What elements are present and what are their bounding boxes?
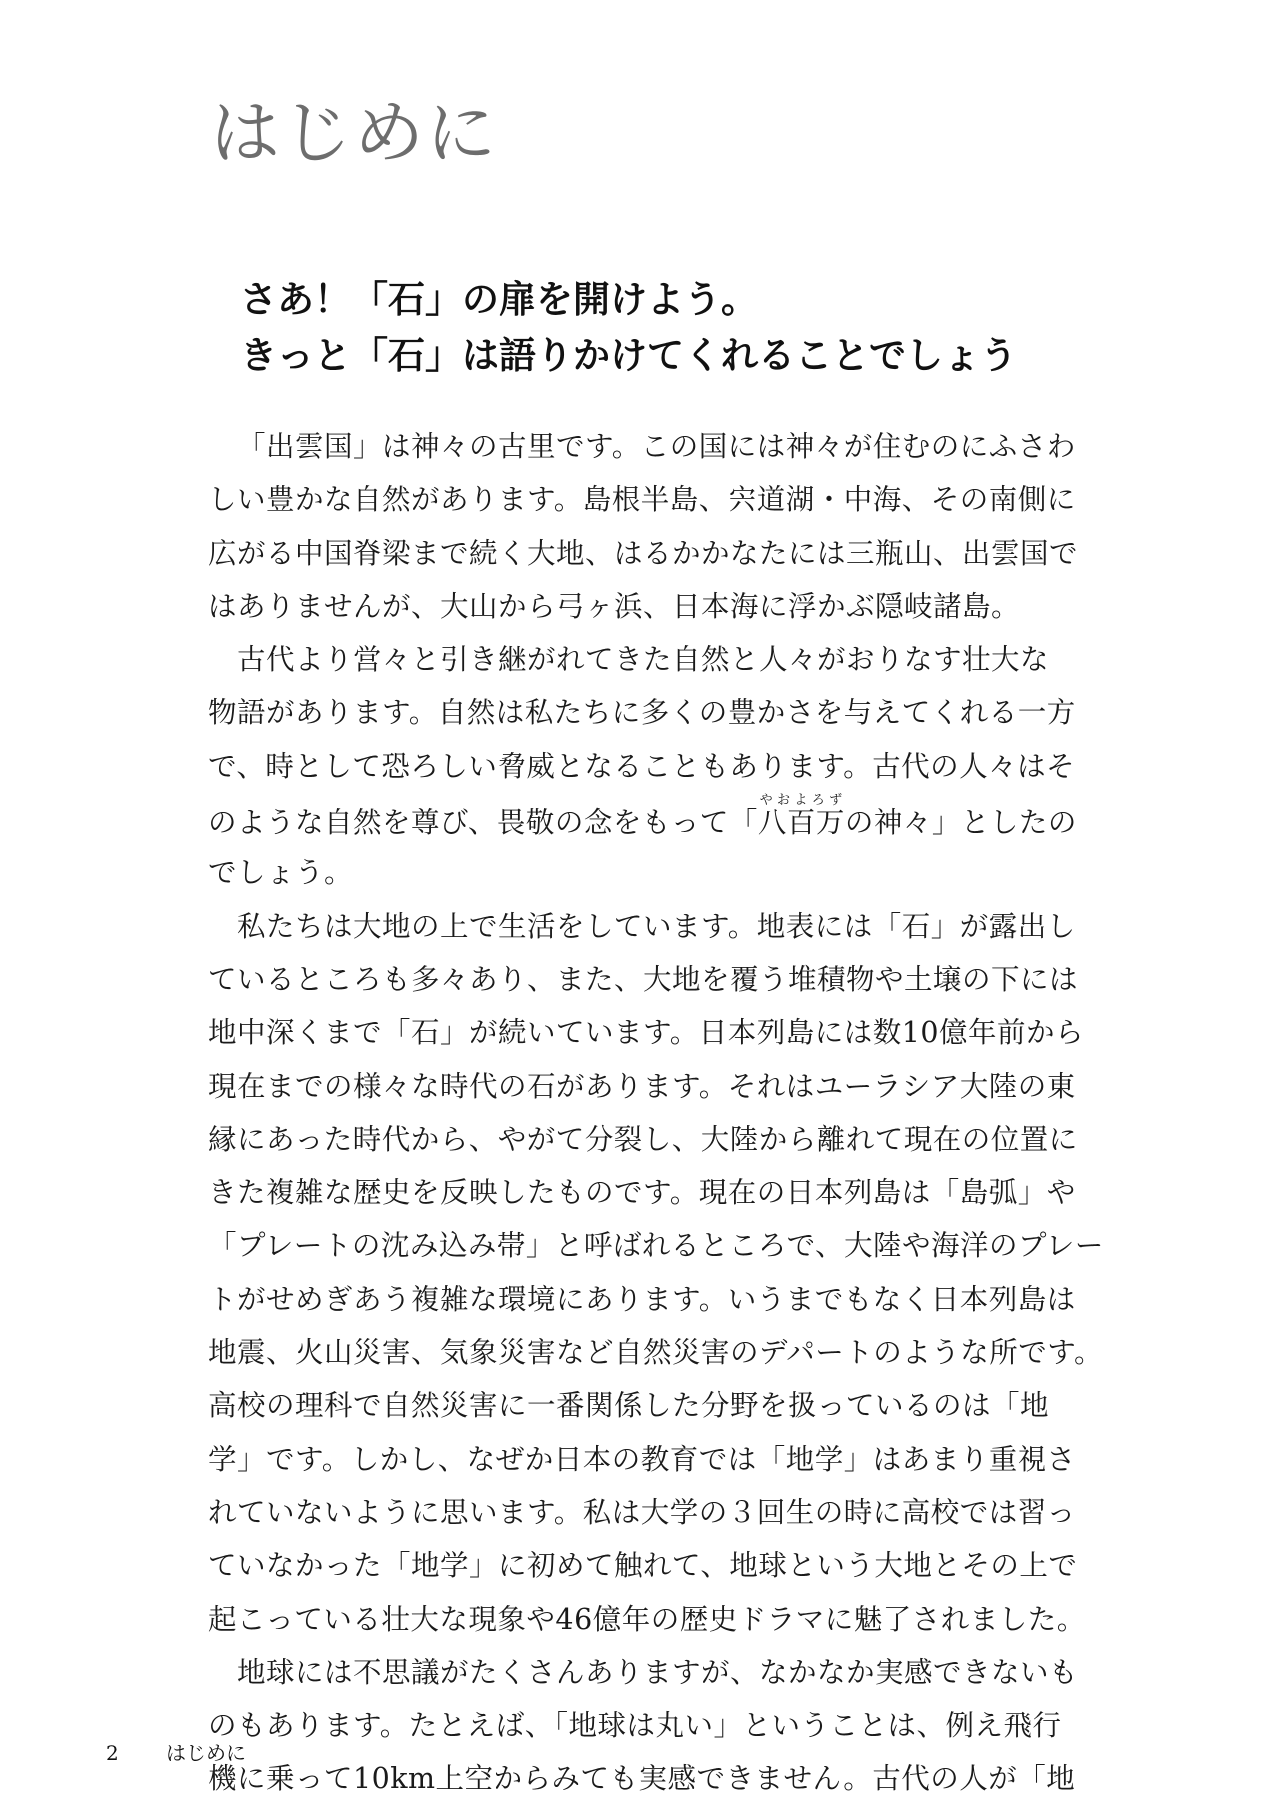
paragraph-2-line: で、時として恐ろしい脅威となることもあります。古代の人々はそ: [208, 749, 1076, 783]
paragraph-3-line: 高校の理科で自然災害に一番関係した分野を扱っているのは「地: [208, 1389, 1050, 1423]
paragraph-3-line: 地中深くまで「石」が続いています。日本列島には数10億年前から: [208, 1016, 1084, 1050]
paragraph-3-line: 地震、火山災害、気象災害など自然災害のデパートのような所です。: [208, 1336, 1104, 1370]
paragraph-2-line: 物語があります。自然は私たちに多くの豊かさを与えてくれる一方: [208, 696, 1076, 730]
body-text: [208, 420, 1104, 1806]
paragraph-3-line: 起こっている壮大な現象や46億年の歴史ドラマに魅了されました。: [208, 1602, 1086, 1636]
chapter-title: はじめに: [210, 92, 498, 174]
running-title: はじめに: [166, 1741, 246, 1765]
paragraph-3-line: れていないように思います。私は大学の３回生の時に高校では習っ: [208, 1495, 1076, 1529]
paragraph-3-line: 縁にあった時代から、やがて分裂し、大陸から離れて現在の位置に: [208, 1122, 1078, 1156]
ruby-base: 八百万: [757, 806, 845, 840]
paragraph-4-line: 地球には不思議がたくさんありますが、なかなか実感できないも: [237, 1655, 1079, 1689]
ruby-line-before: のような自然を尊び、畏敬の念をもって「: [208, 806, 758, 840]
paragraph-4-line: 機に乗って10km上空からみても実感できません。古代の人が「地: [208, 1762, 1076, 1796]
ruby-reading: やおよろず: [757, 793, 845, 809]
paragraph-2-line-ruby: [208, 793, 1088, 846]
paragraph-3-line: きた複雑な歴史を反映したものです。現在の日本列島は「島弧」や: [208, 1176, 1076, 1210]
paragraph-3-line: 学」です。しかし、なぜか日本の教育では「地学」はあまり重視さ: [208, 1442, 1076, 1476]
paragraph-3-line: 「プレートの沈み込み帯」と呼ばれるところで、大陸や海洋のプレー: [208, 1229, 1104, 1263]
paragraph-2-line: 古代より営々と引き継がれてきた自然と人々がおりなす壮大な: [237, 643, 1050, 677]
ruby-yaoyorozu: [757, 793, 845, 840]
paragraph-3-line: ていなかった「地学」に初めて触れて、地球という大地とその上で: [208, 1549, 1078, 1583]
paragraph-1-line: はありませんが、大山から弓ヶ浜、日本海に浮かぶ隠岐諸島。: [208, 589, 1021, 623]
paragraph-3-line: 現在までの様々な時代の石があります。それはユーラシア大陸の東: [208, 1069, 1076, 1103]
lead-heading: [240, 272, 1017, 384]
paragraph-1-line: 「出雲国」は神々の古里です。この国には神々が住むのにふさわ: [237, 430, 1076, 463]
paragraph-3-line: 私たちは大地の上で生活をしています。地表には「石」が露出し: [237, 909, 1076, 943]
paragraph-4-line: のもあります。たとえば、「地球は丸い」ということは、例え飛行: [208, 1709, 1062, 1743]
page-footer: [106, 1737, 246, 1766]
paragraph-2-line: でしょう。: [208, 856, 354, 890]
paragraph-3-line: トがせめぎあう複雑な環境にあります。いうまでもなく日本列島は: [208, 1282, 1076, 1316]
lead-line-1: さあ！「石」の扉を開けよう。: [240, 278, 758, 321]
lead-line-2: きっと「石」は語りかけてくれることでしょう: [240, 334, 1017, 377]
paragraph-3-line: ているところも多々あり、また、大地を覆う堆積物や土壌の下には: [208, 962, 1079, 996]
paragraph-1-line: しい豊かな自然があります。島根半島、宍道湖・中海、その南側に: [208, 483, 1076, 517]
ruby-line-after: の神々」としたの: [844, 806, 1077, 840]
page-number: 2: [106, 1741, 119, 1765]
paragraph-1-line: 広がる中国脊梁まで続く大地、はるかかなたには三瓶山、出雲国で: [208, 536, 1079, 570]
